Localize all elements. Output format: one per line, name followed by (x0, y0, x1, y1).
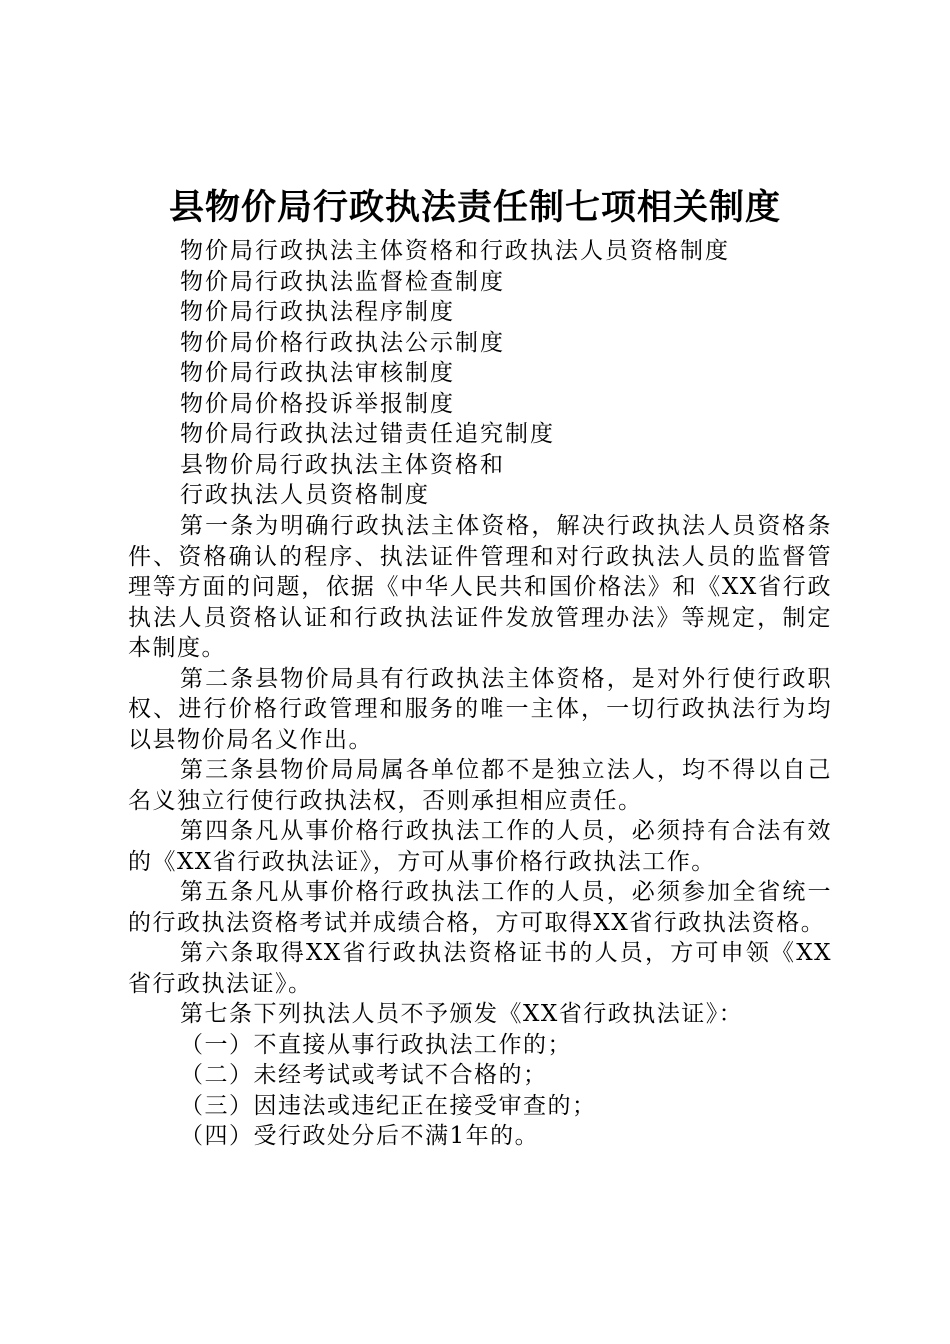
list-item: （四）受行政处分后不满1年的。 (180, 1123, 540, 1149)
article-paragraph: 第一条为明确行政执法主体资格，解决行政执法人员资格条件、资格确认的程序、执法证件管理和对行政执法人员的监督管理等方面的问题，依据《中华人民共和国价格法》和《XX省行政执法人员资格认证和行政执法证件发放管理办法》等规定，制定本制度。 (128, 513, 832, 661)
article-paragraph: 第三条县物价局局属各单位都不是独立法人，均不得以自己名义独立行使行政执法权，否则承担相应责任。 (128, 757, 832, 814)
section-heading-line-2: 行政执法人员资格制度 (180, 482, 430, 508)
toc-item: 物价局行政执法过错责任追究制度 (180, 421, 555, 447)
toc-item: 物价局价格投诉举报制度 (180, 390, 455, 417)
list-item: （二）未经考试或考试不合格的； (180, 1062, 548, 1088)
list-item: （三）因违法或违纪正在接受审查的； (180, 1092, 597, 1119)
article-paragraph: 第七条下列执法人员不予颁发《XX省行政执法证》： (180, 1001, 744, 1027)
article-paragraph: 第四条凡从事价格行政执法工作的人员，必须持有合法有效的《XX省行政执法证》，方可从事价格行政执法工作。 (128, 818, 832, 875)
toc-item: 物价局价格行政执法公示制度 (180, 329, 505, 356)
article-paragraph: 第二条县物价局具有行政执法主体资格，是对外行使行政职权、进行价格行政管理和服务的唯一主体，一切行政执法行为均以县物价局名义作出。 (128, 665, 832, 753)
toc-item: 物价局行政执法审核制度 (180, 360, 455, 386)
list-item: （一）不直接从事行政执法工作的； (180, 1031, 572, 1058)
article-paragraph: 第五条凡从事价格行政执法工作的人员，必须参加全省统一的行政执法资格考试并成绩合格，方可取得XX省行政执法资格。 (128, 879, 832, 936)
article-paragraph: 第六条取得XX省行政执法资格证书的人员，方可申领《XX省行政执法证》。 (128, 940, 832, 997)
document-title: 县物价局行政执法责任制七项相关制度 (168, 188, 781, 228)
toc-item: 物价局行政执法监督检查制度 (180, 268, 505, 295)
section-heading-line-1: 县物价局行政执法主体资格和 (180, 451, 505, 478)
toc-item: 物价局行政执法程序制度 (180, 299, 455, 325)
toc-item: 物价局行政执法主体资格和行政执法人员资格制度 (180, 238, 730, 264)
table-of-contents (180, 236, 880, 511)
document-body (128, 511, 832, 1152)
